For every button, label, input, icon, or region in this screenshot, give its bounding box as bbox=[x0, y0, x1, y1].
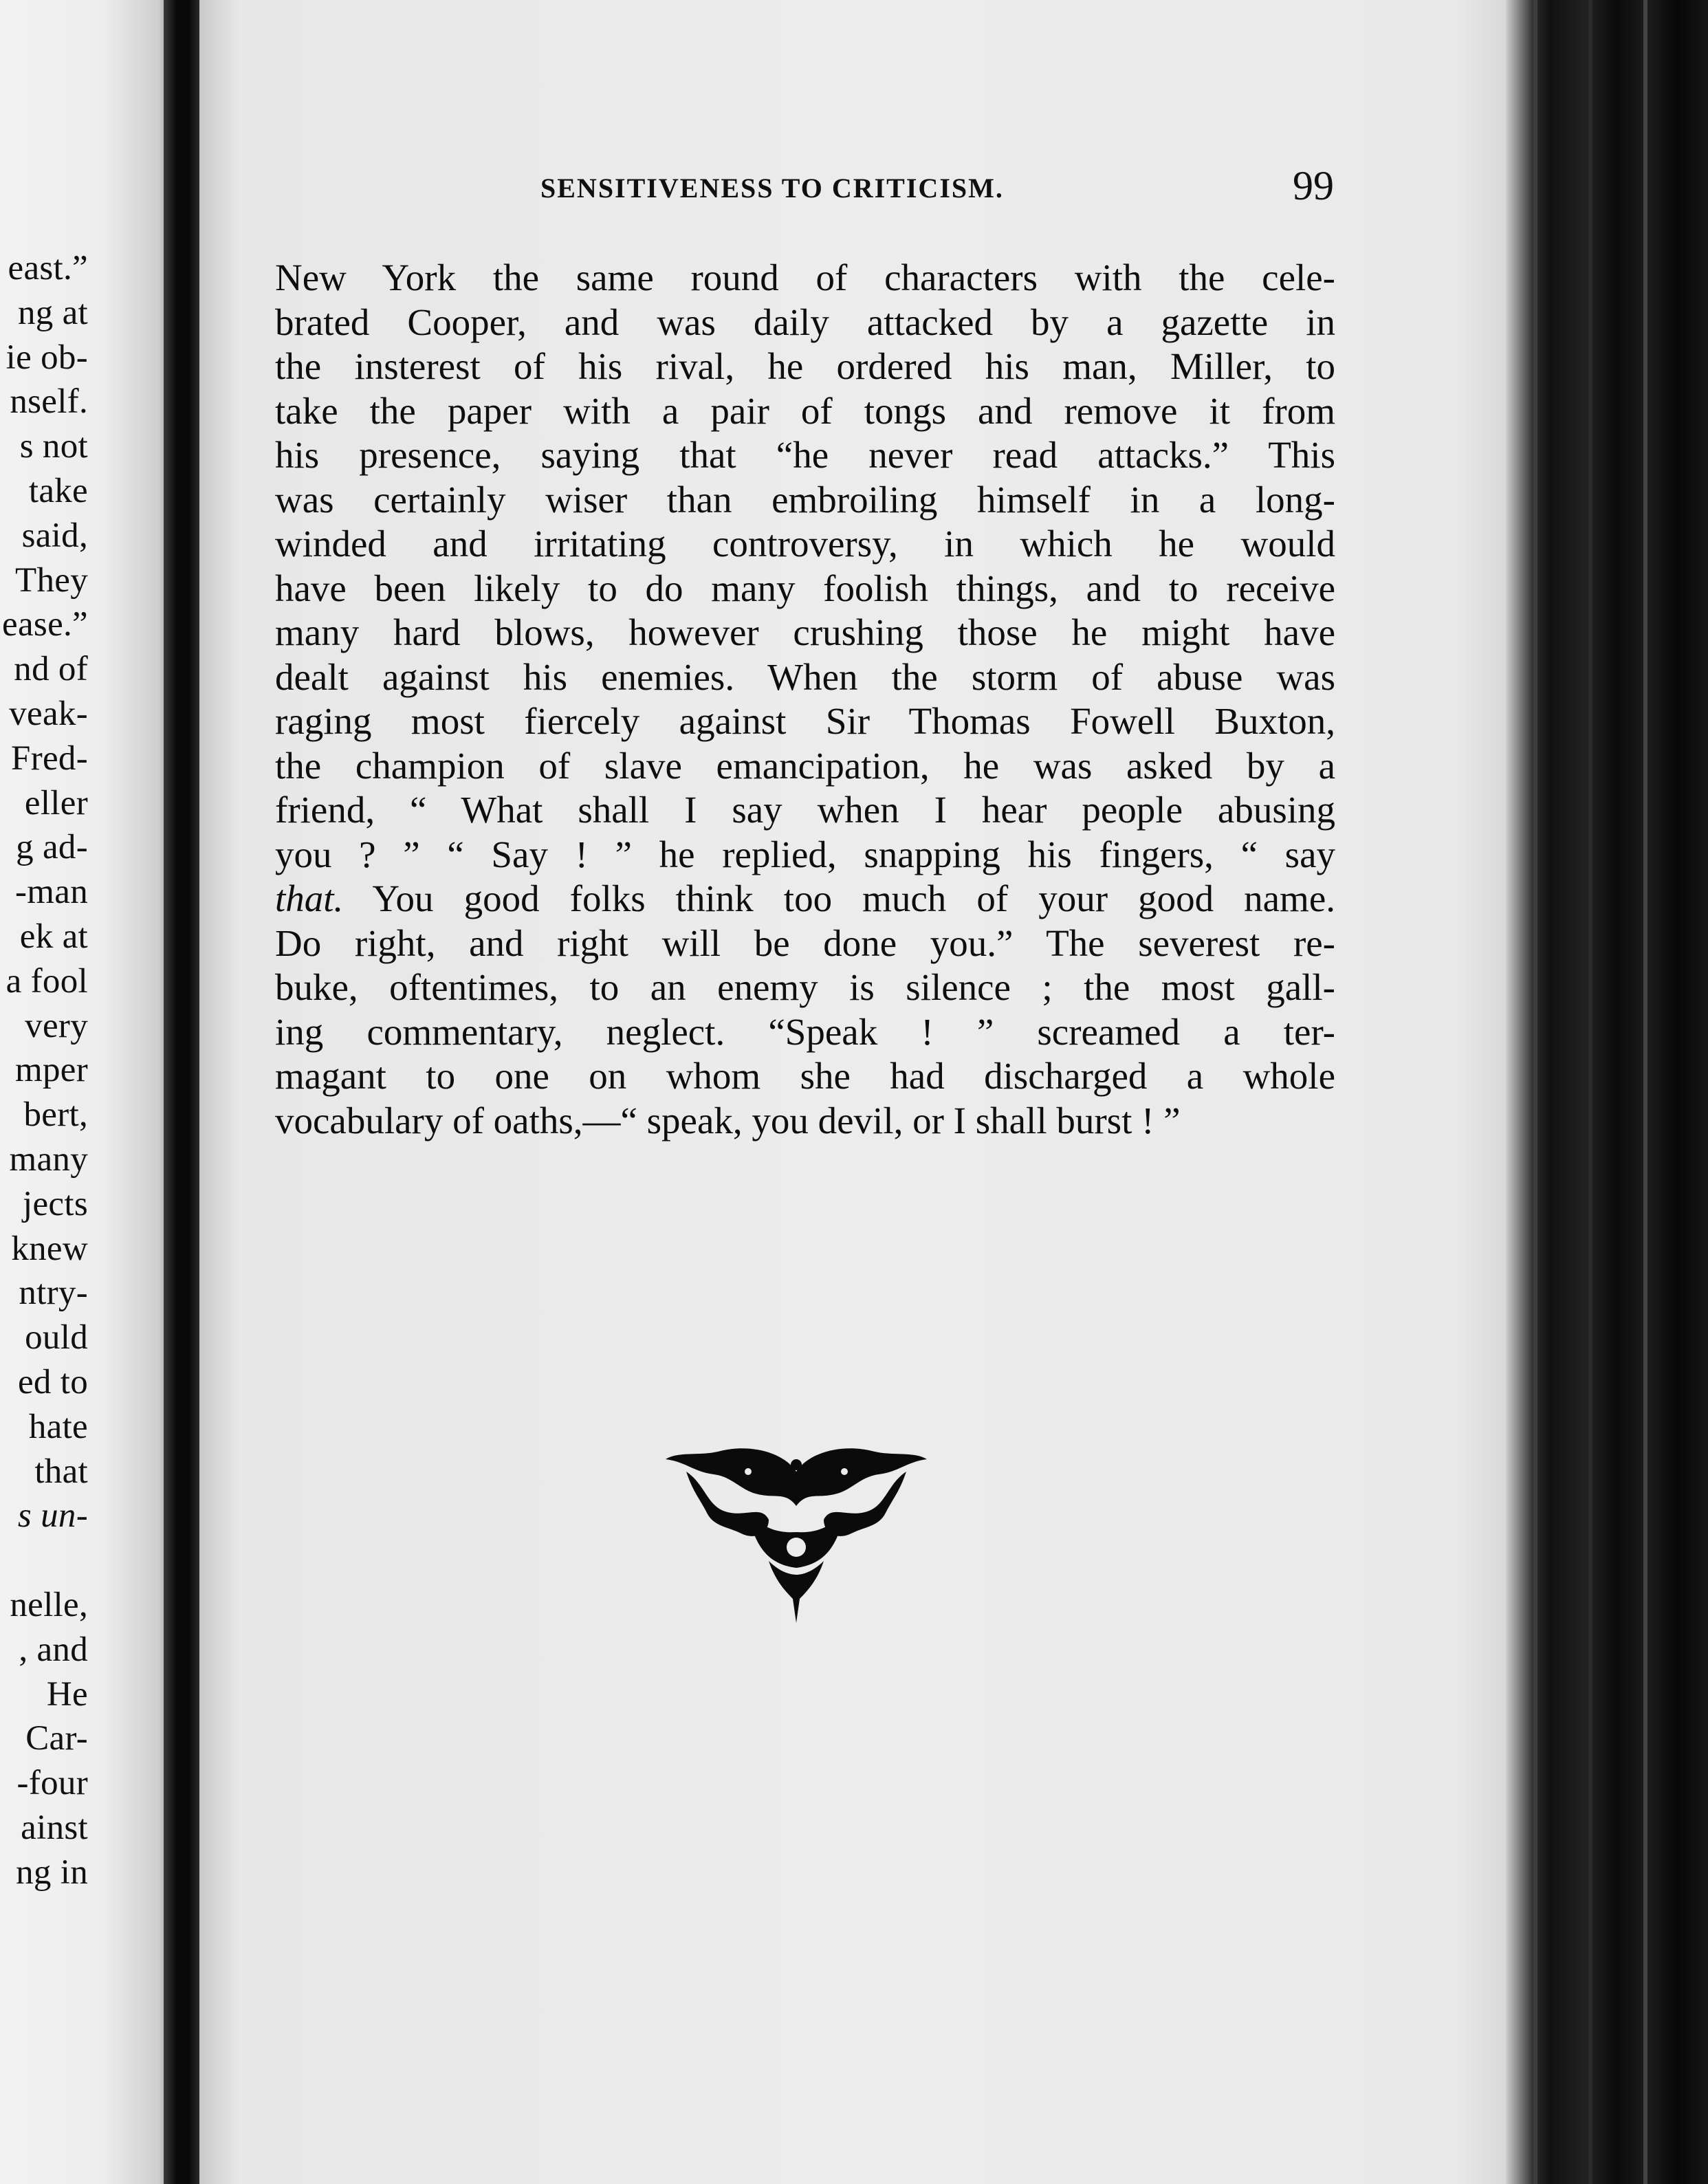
facing-text-fragment: ie ob- bbox=[6, 338, 88, 377]
text-line: the champion of slave emancipation, he was asked by a bbox=[275, 744, 1335, 787]
text-line: brated Cooper, and was daily attacked by a gazette in bbox=[275, 301, 1335, 343]
facing-text-fragment: They bbox=[15, 560, 88, 600]
facing-text-fragment: that bbox=[34, 1452, 88, 1491]
facing-text-fragment: He bbox=[46, 1674, 88, 1714]
text-line: the insterest of his rival, he ordered his man, Miller, to bbox=[275, 345, 1335, 387]
facing-text-fragment: ainst bbox=[21, 1808, 88, 1847]
line-gap bbox=[0, 1538, 88, 1583]
text-line: his presence, saying that “he never read attacks.” This bbox=[275, 434, 1335, 476]
facing-text-fragment: ng at bbox=[17, 293, 88, 332]
facing-text-fragment: ould bbox=[25, 1318, 88, 1357]
page-edge-stack bbox=[1506, 0, 1708, 2184]
facing-page-text bbox=[0, 246, 88, 1894]
text-line: vocabulary of oaths,—“ speak, you devil, or I shall burst ! ” bbox=[275, 1099, 1181, 1142]
text-line: magant to one on whom she had discharged a whole bbox=[275, 1055, 1335, 1097]
facing-text-fragment: Car- bbox=[25, 1719, 88, 1758]
page-number: 99 bbox=[1293, 163, 1334, 208]
facing-text-fragment: ek at bbox=[19, 917, 88, 956]
text-line: dealt against his enemies. When the storm of abuse was bbox=[275, 655, 1335, 698]
facing-text-fragment: s un- bbox=[17, 1496, 88, 1536]
facing-text-fragment: ed to bbox=[17, 1362, 88, 1401]
body-paragraph bbox=[275, 256, 1335, 1143]
facing-text-fragment: ng in bbox=[16, 1853, 88, 1892]
facing-text-fragment: s not bbox=[19, 427, 88, 466]
facing-text-fragment: take bbox=[28, 471, 88, 510]
facing-text-fragment: very bbox=[25, 1006, 88, 1045]
facing-text-fragment: -four bbox=[17, 1764, 88, 1803]
facing-text-fragment: said, bbox=[21, 516, 88, 555]
text-line: you ? ” “ Say ! ” he replied, snapping his fingers, “ say bbox=[275, 833, 1335, 875]
facing-page-fragment bbox=[0, 0, 172, 2184]
floral-tailpiece-ornament-icon bbox=[666, 1444, 927, 1623]
text-line: New York the same round of characters with the cele- bbox=[275, 256, 1335, 298]
facing-text-fragment: g ad- bbox=[16, 828, 88, 867]
running-head: SENSITIVENESS TO CRITICISM. bbox=[540, 173, 1004, 204]
facing-text-fragment: jects bbox=[23, 1184, 88, 1223]
facing-text-fragment: east.” bbox=[8, 249, 88, 287]
text-line: ing commentary, neglect. “Speak ! ” screamed a ter- bbox=[275, 1010, 1335, 1053]
facing-text-fragment: nself. bbox=[10, 382, 88, 422]
facing-text-fragment: ntry- bbox=[19, 1274, 88, 1313]
text-line: take the paper with a pair of tongs and remove it from bbox=[275, 389, 1335, 432]
facing-text-fragment: , and bbox=[19, 1630, 88, 1669]
edge-stripe bbox=[1533, 0, 1537, 2184]
text-line: Do right, and right will be done you.” The severest re- bbox=[275, 921, 1335, 964]
edge-stripe bbox=[1588, 0, 1592, 2184]
text-line: winded and irritating controversy, in which he would bbox=[275, 523, 1335, 565]
facing-text-fragment: nelle, bbox=[10, 1585, 88, 1624]
text-line: friend, “ What shall I say when I hear people abusing bbox=[275, 789, 1335, 831]
facing-text-fragment: many bbox=[9, 1139, 88, 1179]
text-line: raging most fiercely against Sir Thomas Fowell Buxton, bbox=[275, 700, 1335, 742]
text-line bbox=[275, 877, 1335, 921]
edge-stripe bbox=[1643, 0, 1647, 2184]
facing-text-fragment: eller bbox=[24, 783, 88, 822]
text-line: have been likely to do many foolish things, and to receive bbox=[275, 567, 1335, 609]
text-line: many hard blows, however crushing those he might have bbox=[275, 611, 1335, 653]
facing-text-fragment: -man bbox=[15, 873, 88, 912]
text-line: was certainly wiser than embroiling himself in a long- bbox=[275, 478, 1335, 521]
line-rest: You good folks think too much of your good name. bbox=[343, 877, 1335, 919]
facing-text-fragment: nd of bbox=[14, 650, 88, 689]
italic-word: that. bbox=[275, 877, 344, 919]
facing-text-fragment: veak- bbox=[9, 694, 88, 733]
facing-text-fragment: a fool bbox=[6, 961, 88, 1001]
facing-text-fragment: mper bbox=[15, 1051, 88, 1090]
facing-text-fragment: bert, bbox=[23, 1095, 88, 1135]
facing-text-fragment: Fred- bbox=[11, 739, 88, 778]
text-line: buke, oftentimes, to an enemy is silence ; the most gall- bbox=[275, 966, 1335, 1008]
facing-text-fragment: hate bbox=[28, 1407, 88, 1446]
book-gutter bbox=[164, 0, 199, 2184]
facing-text-fragment: knew bbox=[11, 1229, 88, 1268]
facing-text-fragment: ease.” bbox=[2, 605, 88, 644]
